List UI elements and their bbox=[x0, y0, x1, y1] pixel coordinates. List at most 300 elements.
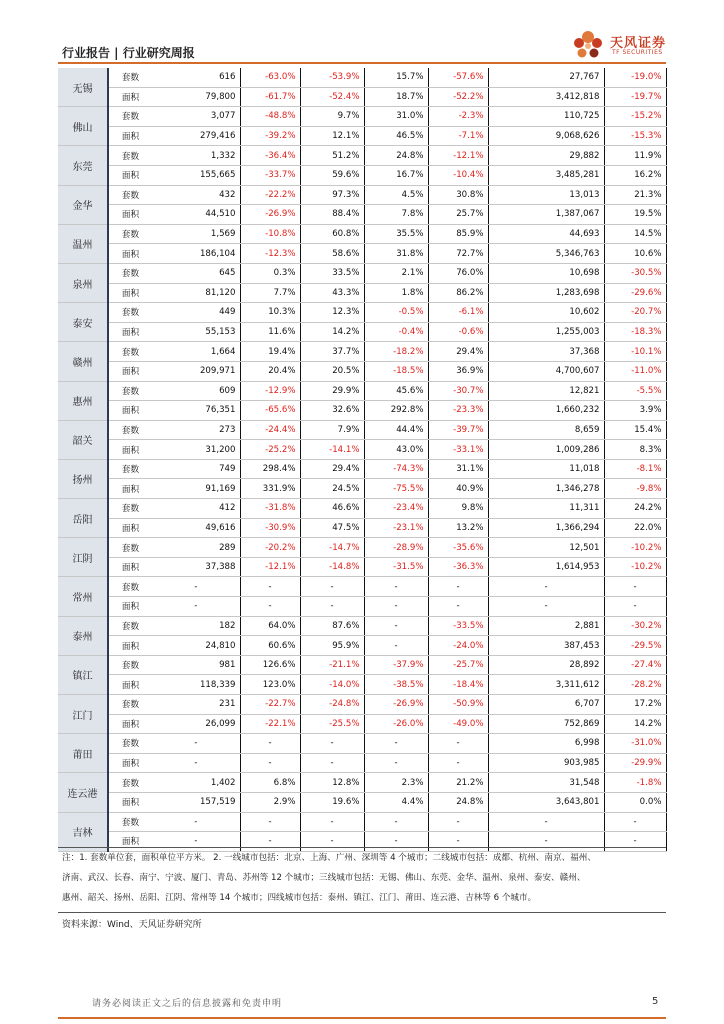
cell-c1: -31.8% bbox=[240, 499, 300, 519]
cell-volume: 76,351 bbox=[152, 401, 240, 421]
cell-c2: - bbox=[300, 597, 364, 617]
cell-c3: - bbox=[364, 597, 428, 617]
cell-cum: 1,283,698 bbox=[488, 283, 604, 303]
table-row bbox=[58, 538, 666, 558]
cell-c4: - bbox=[428, 734, 488, 754]
cell-c3: - bbox=[364, 812, 428, 832]
note-line-2: 济南、武汉、长春、南宁、宁波、厦门、青岛、苏州等 12 个城市；三线城市包括：无锡、佛山、东莞、金华、温州、泉州、泰安、赣州、 bbox=[62, 873, 586, 883]
cell-c3: 1.8% bbox=[364, 283, 428, 303]
cell-cum: 8,659 bbox=[488, 420, 604, 440]
city-name: 岳阳 bbox=[58, 499, 108, 538]
cell-cum: 11,311 bbox=[488, 499, 604, 519]
metric-label: 套数 bbox=[108, 773, 152, 793]
cell-c1: 331.9% bbox=[240, 479, 300, 499]
cell-volume: 289 bbox=[152, 538, 240, 558]
metric-label: 套数 bbox=[108, 185, 152, 205]
cell-c2: 33.5% bbox=[300, 263, 364, 283]
cell-cum: 3,311,612 bbox=[488, 675, 604, 695]
cell-c4: 29.4% bbox=[428, 342, 488, 362]
cell-volume: 55,153 bbox=[152, 322, 240, 342]
table-row bbox=[58, 303, 666, 323]
metric-label: 套数 bbox=[108, 303, 152, 323]
cell-c5: 21.3% bbox=[604, 185, 666, 205]
cell-c3: 43.0% bbox=[364, 440, 428, 460]
cell-volume: 749 bbox=[152, 459, 240, 479]
cell-c2: 97.3% bbox=[300, 185, 364, 205]
cell-c4: - bbox=[428, 577, 488, 597]
metric-label: 面积 bbox=[108, 440, 152, 460]
city-name: 金华 bbox=[58, 185, 108, 224]
metric-label: 套数 bbox=[108, 538, 152, 558]
cell-c1: - bbox=[240, 734, 300, 754]
cell-volume: 1,664 bbox=[152, 342, 240, 362]
cell-volume: 26,099 bbox=[152, 714, 240, 734]
table-row bbox=[58, 107, 666, 127]
cell-cum: 3,485,281 bbox=[488, 165, 604, 185]
cell-c5: 10.6% bbox=[604, 244, 666, 264]
cell-c3: -23.1% bbox=[364, 518, 428, 538]
cell-c2: 43.3% bbox=[300, 283, 364, 303]
cell-c1: -25.2% bbox=[240, 440, 300, 460]
cell-c3: -18.5% bbox=[364, 361, 428, 381]
cell-c3: - bbox=[364, 616, 428, 636]
cell-c2: - bbox=[300, 812, 364, 832]
cell-c2: -52.4% bbox=[300, 87, 364, 107]
cell-c4: - bbox=[428, 812, 488, 832]
metric-label: 套数 bbox=[108, 420, 152, 440]
cell-c1: -48.8% bbox=[240, 107, 300, 127]
cell-c4: 21.2% bbox=[428, 773, 488, 793]
metric-label: 面积 bbox=[108, 361, 152, 381]
metric-label: 套数 bbox=[108, 224, 152, 244]
cell-cum: 3,412,818 bbox=[488, 87, 604, 107]
cell-c3: -75.5% bbox=[364, 479, 428, 499]
cell-c4: 86.2% bbox=[428, 283, 488, 303]
cell-c4: 72.7% bbox=[428, 244, 488, 264]
metric-label: 面积 bbox=[108, 401, 152, 421]
cell-volume: - bbox=[152, 812, 240, 832]
cell-c5: 15.4% bbox=[604, 420, 666, 440]
metric-label: 套数 bbox=[108, 263, 152, 283]
metric-label: 套数 bbox=[108, 107, 152, 127]
table-row bbox=[58, 655, 666, 675]
cell-c3: -74.3% bbox=[364, 459, 428, 479]
cell-c3: 31.0% bbox=[364, 107, 428, 127]
metric-label: 套数 bbox=[108, 381, 152, 401]
cell-c5: - bbox=[604, 597, 666, 617]
cell-c4: 13.2% bbox=[428, 518, 488, 538]
cell-c2: 19.6% bbox=[300, 792, 364, 812]
metric-label: 面积 bbox=[108, 126, 152, 146]
cell-c5: -8.1% bbox=[604, 459, 666, 479]
city-name: 江门 bbox=[58, 695, 108, 734]
cell-c2: -24.8% bbox=[300, 695, 364, 715]
cell-c2: -14.0% bbox=[300, 675, 364, 695]
metric-label: 面积 bbox=[108, 557, 152, 577]
city-name: 扬州 bbox=[58, 459, 108, 498]
cell-c1: -24.4% bbox=[240, 420, 300, 440]
cell-c1: 60.6% bbox=[240, 636, 300, 656]
cell-c4: -6.1% bbox=[428, 303, 488, 323]
cell-c5: -31.0% bbox=[604, 734, 666, 754]
metric-label: 面积 bbox=[108, 479, 152, 499]
cell-c1: - bbox=[240, 753, 300, 773]
city-name: 江阴 bbox=[58, 538, 108, 577]
city-name: 泉州 bbox=[58, 263, 108, 302]
cell-cum: 1,255,003 bbox=[488, 322, 604, 342]
cell-c5: -15.2% bbox=[604, 107, 666, 127]
table-row bbox=[58, 695, 666, 715]
cell-c3: -28.9% bbox=[364, 538, 428, 558]
cell-c1: -30.9% bbox=[240, 518, 300, 538]
cell-c3: 46.5% bbox=[364, 126, 428, 146]
cell-c1: -36.4% bbox=[240, 146, 300, 166]
cell-c5: 14.2% bbox=[604, 714, 666, 734]
cell-c3: 35.5% bbox=[364, 224, 428, 244]
table-row bbox=[58, 165, 666, 185]
cell-c5: 0.0% bbox=[604, 792, 666, 812]
metric-label: 面积 bbox=[108, 283, 152, 303]
cell-c2: 12.3% bbox=[300, 303, 364, 323]
cell-c1: 2.9% bbox=[240, 792, 300, 812]
cell-c1: -33.7% bbox=[240, 165, 300, 185]
table-row bbox=[58, 283, 666, 303]
cell-c5: 11.9% bbox=[604, 146, 666, 166]
cell-volume: - bbox=[152, 577, 240, 597]
cell-c3: 15.7% bbox=[364, 68, 428, 87]
table-row bbox=[58, 734, 666, 754]
cell-c5: -10.1% bbox=[604, 342, 666, 362]
cell-c1: -39.2% bbox=[240, 126, 300, 146]
cell-volume: 157,519 bbox=[152, 792, 240, 812]
cell-cum: 1,009,286 bbox=[488, 440, 604, 460]
cell-c1: -63.0% bbox=[240, 68, 300, 87]
cell-c3: -18.2% bbox=[364, 342, 428, 362]
cell-cum: 1,660,232 bbox=[488, 401, 604, 421]
table-row bbox=[58, 185, 666, 205]
cell-c4: -12.1% bbox=[428, 146, 488, 166]
table-row bbox=[58, 401, 666, 421]
metric-label: 面积 bbox=[108, 832, 152, 852]
cell-c5: -10.2% bbox=[604, 538, 666, 558]
cell-c1: -22.7% bbox=[240, 695, 300, 715]
cell-c3: 2.1% bbox=[364, 263, 428, 283]
cell-c3: -31.5% bbox=[364, 557, 428, 577]
table-row bbox=[58, 224, 666, 244]
cell-volume: 1,569 bbox=[152, 224, 240, 244]
cell-c2: - bbox=[300, 753, 364, 773]
cell-c5: - bbox=[604, 577, 666, 597]
cell-cum: - bbox=[488, 577, 604, 597]
metric-label: 套数 bbox=[108, 146, 152, 166]
metric-label: 套数 bbox=[108, 342, 152, 362]
cell-cum: 29,882 bbox=[488, 146, 604, 166]
table-row bbox=[58, 342, 666, 362]
city-name: 无锡 bbox=[58, 68, 108, 107]
metric-label: 面积 bbox=[108, 792, 152, 812]
cell-c2: 60.8% bbox=[300, 224, 364, 244]
cell-c5: -9.8% bbox=[604, 479, 666, 499]
cell-c4: -30.7% bbox=[428, 381, 488, 401]
cell-c5: -27.4% bbox=[604, 655, 666, 675]
cell-c4: -52.2% bbox=[428, 87, 488, 107]
metric-label: 面积 bbox=[108, 597, 152, 617]
cell-c4: 36.9% bbox=[428, 361, 488, 381]
city-name: 温州 bbox=[58, 224, 108, 263]
cell-c5: -20.7% bbox=[604, 303, 666, 323]
cell-volume: 209,971 bbox=[152, 361, 240, 381]
table-row bbox=[58, 499, 666, 519]
cell-c2: 95.9% bbox=[300, 636, 364, 656]
cell-c4: 9.8% bbox=[428, 499, 488, 519]
table-row bbox=[58, 597, 666, 617]
cell-volume: 155,665 bbox=[152, 165, 240, 185]
cell-cum: 10,698 bbox=[488, 263, 604, 283]
cell-cum: 11,018 bbox=[488, 459, 604, 479]
cell-c5: -29.5% bbox=[604, 636, 666, 656]
cell-c3: - bbox=[364, 636, 428, 656]
cell-c2: -14.7% bbox=[300, 538, 364, 558]
city-name: 惠州 bbox=[58, 381, 108, 420]
data-source: 资料来源：Wind、天风证券研究所 bbox=[62, 920, 202, 930]
cell-c4: -24.0% bbox=[428, 636, 488, 656]
cell-c2: 7.9% bbox=[300, 420, 364, 440]
cell-cum: 6,998 bbox=[488, 734, 604, 754]
cell-c5: 24.2% bbox=[604, 499, 666, 519]
city-sales-table bbox=[58, 68, 667, 852]
cell-c1: 10.3% bbox=[240, 303, 300, 323]
cell-cum: 2,881 bbox=[488, 616, 604, 636]
cell-volume: 49,616 bbox=[152, 518, 240, 538]
cell-c3: 7.8% bbox=[364, 205, 428, 225]
cell-c3: - bbox=[364, 577, 428, 597]
cell-c2: - bbox=[300, 734, 364, 754]
cell-c3: 24.8% bbox=[364, 146, 428, 166]
metric-label: 面积 bbox=[108, 205, 152, 225]
cell-c1: 64.0% bbox=[240, 616, 300, 636]
metric-label: 套数 bbox=[108, 459, 152, 479]
cell-volume: 81,120 bbox=[152, 283, 240, 303]
cell-c4: -36.3% bbox=[428, 557, 488, 577]
cell-c3: - bbox=[364, 832, 428, 852]
cell-c1: -26.9% bbox=[240, 205, 300, 225]
cell-cum: 5,346,763 bbox=[488, 244, 604, 264]
cell-c1: -22.1% bbox=[240, 714, 300, 734]
metric-label: 面积 bbox=[108, 753, 152, 773]
metric-label: 套数 bbox=[108, 655, 152, 675]
cell-c3: 292.8% bbox=[364, 401, 428, 421]
cell-c1: 0.3% bbox=[240, 263, 300, 283]
cell-c2: -21.1% bbox=[300, 655, 364, 675]
cell-c3: -26.0% bbox=[364, 714, 428, 734]
metric-label: 套数 bbox=[108, 499, 152, 519]
cell-cum: 31,548 bbox=[488, 773, 604, 793]
table-row bbox=[58, 557, 666, 577]
table-row bbox=[58, 244, 666, 264]
cell-c5: - bbox=[604, 812, 666, 832]
cell-cum: 44,693 bbox=[488, 224, 604, 244]
metric-label: 套数 bbox=[108, 616, 152, 636]
cell-cum: 13,013 bbox=[488, 185, 604, 205]
cell-c2: 20.5% bbox=[300, 361, 364, 381]
cell-c1: 123.0% bbox=[240, 675, 300, 695]
cell-c2: 14.2% bbox=[300, 322, 364, 342]
cell-volume: 31,200 bbox=[152, 440, 240, 460]
cell-c2: 32.6% bbox=[300, 401, 364, 421]
cell-c4: 76.0% bbox=[428, 263, 488, 283]
cell-c5: 19.5% bbox=[604, 205, 666, 225]
cell-c3: 2.3% bbox=[364, 773, 428, 793]
cell-c2: -25.5% bbox=[300, 714, 364, 734]
cell-volume: 79,800 bbox=[152, 87, 240, 107]
note-line-1: 注：1. 套数单位套，面积单位平方米。 2. 一线城市包括：北京、上海、广州、深圳等 4 个城市；二线城市包括：成都、杭州、南京、福州、 bbox=[62, 853, 596, 863]
cell-c2: 37.7% bbox=[300, 342, 364, 362]
cell-volume: - bbox=[152, 734, 240, 754]
cell-c5: -1.8% bbox=[604, 773, 666, 793]
table-row bbox=[58, 812, 666, 832]
cell-cum: 1,366,294 bbox=[488, 518, 604, 538]
cell-cum: - bbox=[488, 597, 604, 617]
cell-c4: 30.8% bbox=[428, 185, 488, 205]
table-row bbox=[58, 675, 666, 695]
cell-c4: 85.9% bbox=[428, 224, 488, 244]
cell-c4: -25.7% bbox=[428, 655, 488, 675]
city-name: 镇江 bbox=[58, 655, 108, 694]
table-row bbox=[58, 322, 666, 342]
cell-c2: 46.6% bbox=[300, 499, 364, 519]
cell-c1: 11.6% bbox=[240, 322, 300, 342]
city-name: 韶关 bbox=[58, 420, 108, 459]
cell-c4: 31.1% bbox=[428, 459, 488, 479]
cell-c4: -57.6% bbox=[428, 68, 488, 87]
table-row bbox=[58, 714, 666, 734]
cell-c1: - bbox=[240, 832, 300, 852]
cell-c3: 44.4% bbox=[364, 420, 428, 440]
cell-cum: 27,767 bbox=[488, 68, 604, 87]
metric-label: 面积 bbox=[108, 165, 152, 185]
note-line-3: 惠州、韶关、扬州、岳阳、江阴、常州等 14 个城市；四线城市包括：泰州、镇江、江门、莆田、连云港、吉林等 6 个城市。 bbox=[62, 893, 537, 903]
cell-c1: 20.4% bbox=[240, 361, 300, 381]
cell-volume: 1,402 bbox=[152, 773, 240, 793]
cell-c4: -33.5% bbox=[428, 616, 488, 636]
cell-volume: 1,332 bbox=[152, 146, 240, 166]
cell-c4: -7.1% bbox=[428, 126, 488, 146]
cell-volume: 981 bbox=[152, 655, 240, 675]
city-name: 佛山 bbox=[58, 107, 108, 146]
cell-c5: -10.2% bbox=[604, 557, 666, 577]
cell-c5: -30.5% bbox=[604, 263, 666, 283]
metric-label: 套数 bbox=[108, 695, 152, 715]
cell-c1: 6.8% bbox=[240, 773, 300, 793]
cell-c3: 4.5% bbox=[364, 185, 428, 205]
cell-cum: 1,346,278 bbox=[488, 479, 604, 499]
metric-label: 面积 bbox=[108, 518, 152, 538]
cell-c1: -10.8% bbox=[240, 224, 300, 244]
table-row bbox=[58, 616, 666, 636]
cell-volume: 616 bbox=[152, 68, 240, 87]
cell-volume: - bbox=[152, 597, 240, 617]
cell-volume: 432 bbox=[152, 185, 240, 205]
cell-c2: 47.5% bbox=[300, 518, 364, 538]
page-number: 5 bbox=[652, 996, 659, 1007]
cell-volume: 279,416 bbox=[152, 126, 240, 146]
cell-c4: 25.7% bbox=[428, 205, 488, 225]
cell-c5: -19.0% bbox=[604, 68, 666, 87]
table-row bbox=[58, 87, 666, 107]
cell-c2: 12.1% bbox=[300, 126, 364, 146]
cell-cum: 4,700,607 bbox=[488, 361, 604, 381]
cell-volume: 118,339 bbox=[152, 675, 240, 695]
cell-c5: -11.0% bbox=[604, 361, 666, 381]
cell-c1: 298.4% bbox=[240, 459, 300, 479]
cell-c1: -22.2% bbox=[240, 185, 300, 205]
cell-c4: 24.8% bbox=[428, 792, 488, 812]
city-name: 泰安 bbox=[58, 303, 108, 342]
table-row bbox=[58, 459, 666, 479]
city-name: 连云港 bbox=[58, 773, 108, 812]
cell-c2: 88.4% bbox=[300, 205, 364, 225]
cell-c2: 9.7% bbox=[300, 107, 364, 127]
cell-c5: -15.3% bbox=[604, 126, 666, 146]
cell-cum: 1,387,067 bbox=[488, 205, 604, 225]
cell-c2: 12.8% bbox=[300, 773, 364, 793]
cell-c1: -65.6% bbox=[240, 401, 300, 421]
cell-c3: -38.5% bbox=[364, 675, 428, 695]
cell-c4: -50.9% bbox=[428, 695, 488, 715]
cell-c1: - bbox=[240, 812, 300, 832]
cell-c3: - bbox=[364, 753, 428, 773]
table-row bbox=[58, 636, 666, 656]
cell-c4: - bbox=[428, 753, 488, 773]
city-name: 常州 bbox=[58, 577, 108, 616]
cell-c5: -29.6% bbox=[604, 283, 666, 303]
table-row bbox=[58, 518, 666, 538]
cell-volume: 273 bbox=[152, 420, 240, 440]
cell-c5: - bbox=[604, 832, 666, 852]
city-name: 赣州 bbox=[58, 342, 108, 381]
metric-label: 套数 bbox=[108, 812, 152, 832]
cell-cum: 903,985 bbox=[488, 753, 604, 773]
cell-volume: 24,810 bbox=[152, 636, 240, 656]
cell-c3: 16.7% bbox=[364, 165, 428, 185]
table-note bbox=[58, 847, 666, 913]
cell-cum: 12,501 bbox=[488, 538, 604, 558]
city-name: 吉林 bbox=[58, 812, 108, 851]
cell-c2: 29.4% bbox=[300, 459, 364, 479]
cell-c5: -19.7% bbox=[604, 87, 666, 107]
cell-c5: 22.0% bbox=[604, 518, 666, 538]
cell-volume: 91,169 bbox=[152, 479, 240, 499]
cell-volume: 37,388 bbox=[152, 557, 240, 577]
cell-cum: 9,068,626 bbox=[488, 126, 604, 146]
cell-c1: -61.7% bbox=[240, 87, 300, 107]
cell-c4: -39.7% bbox=[428, 420, 488, 440]
table-row bbox=[58, 361, 666, 381]
cell-volume: 186,104 bbox=[152, 244, 240, 264]
cell-c5: -29.9% bbox=[604, 753, 666, 773]
cell-c2: 58.6% bbox=[300, 244, 364, 264]
table-row bbox=[58, 792, 666, 812]
city-name: 东莞 bbox=[58, 146, 108, 185]
cell-c2: - bbox=[300, 577, 364, 597]
cell-c3: -37.9% bbox=[364, 655, 428, 675]
table-row bbox=[58, 577, 666, 597]
table-row bbox=[58, 753, 666, 773]
cell-c1: - bbox=[240, 597, 300, 617]
cell-volume: 449 bbox=[152, 303, 240, 323]
cell-cum: 37,368 bbox=[488, 342, 604, 362]
metric-label: 面积 bbox=[108, 714, 152, 734]
